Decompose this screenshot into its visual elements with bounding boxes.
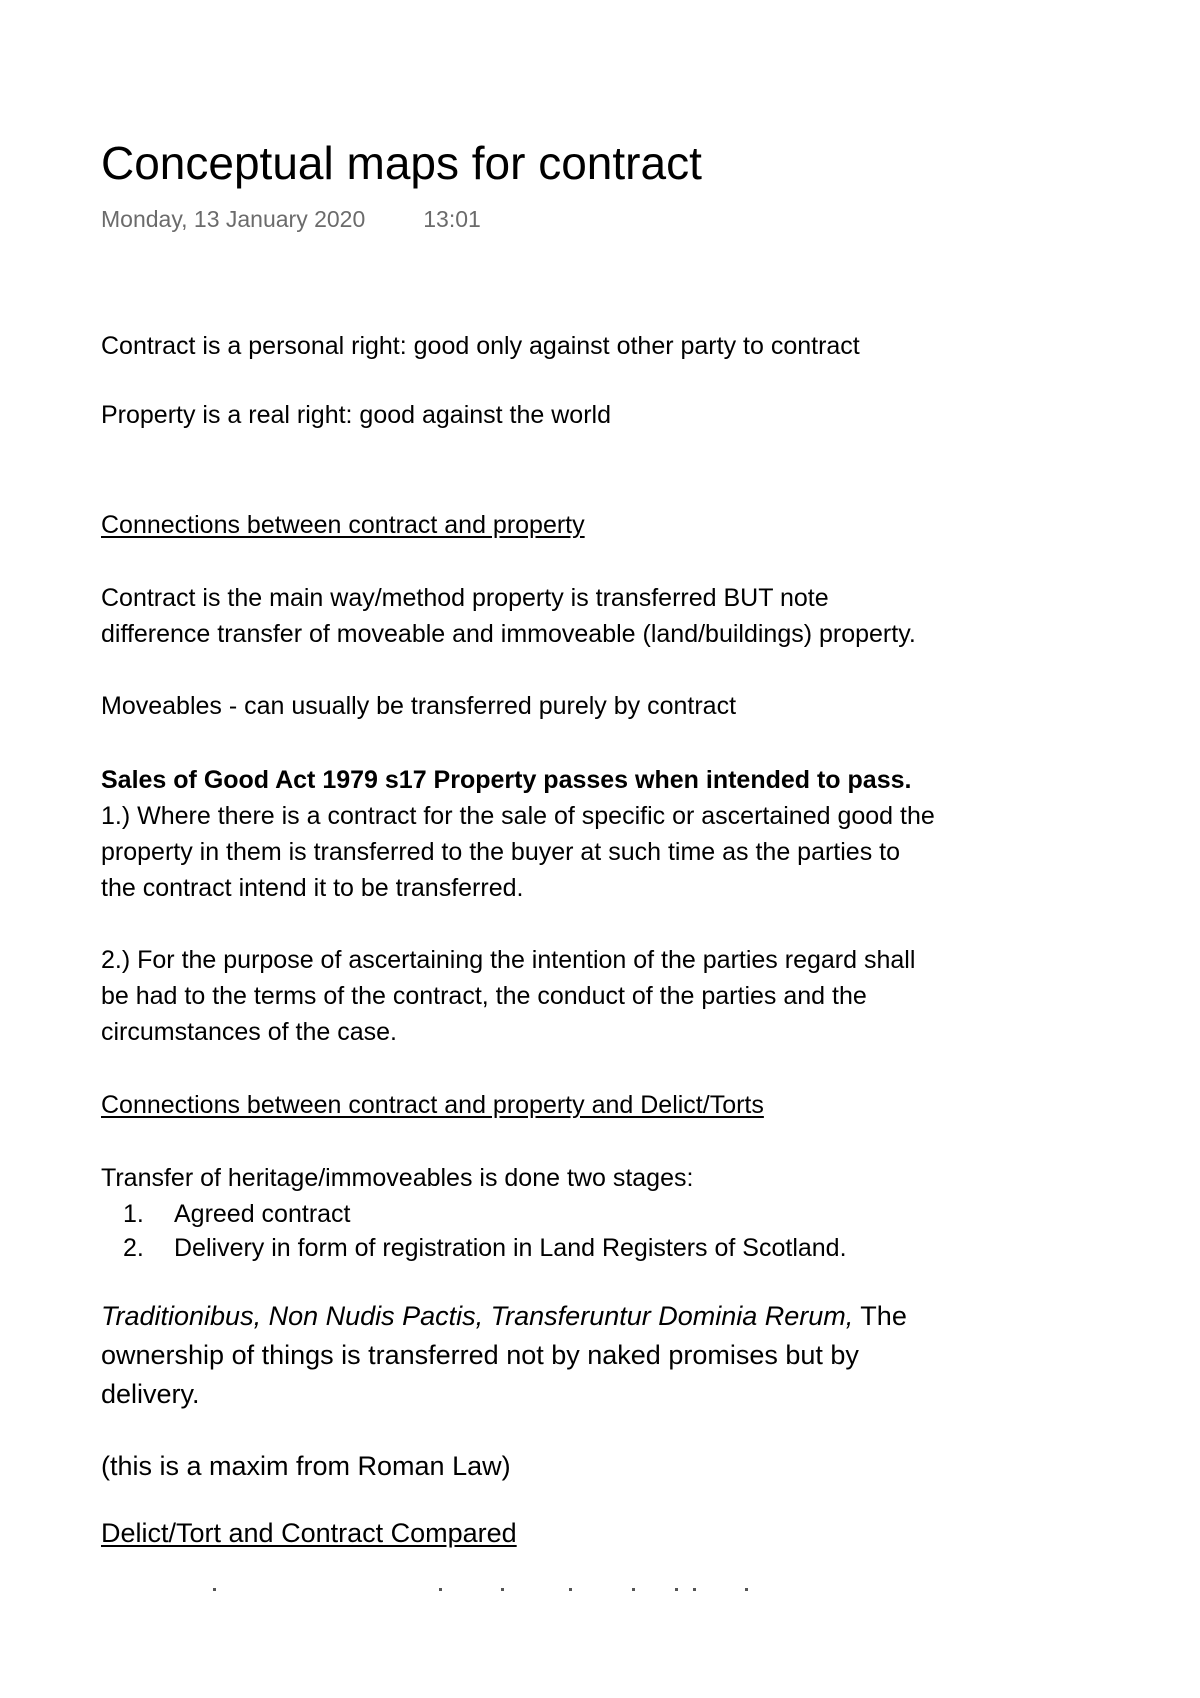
paragraph-moveables: Moveables - can usually be transferred purely by contract xyxy=(101,692,737,720)
heading-contract-property-delict: Connections between contract and property and Delict/Torts xyxy=(101,1091,764,1119)
maxim-line-1 xyxy=(101,1297,907,1336)
page-meta xyxy=(101,206,481,233)
act-heading: Sales of Good Act 1979 s17 Property passes when intended to pass. xyxy=(101,766,912,794)
act-subsection-1-line-2: property in them is transferred to the buyer at such time as the parties to xyxy=(101,838,900,866)
stages-list xyxy=(101,1197,847,1265)
act-subsection-2-line-2: be had to the terms of the contract, the conduct of the parties and the xyxy=(101,982,867,1010)
list-item xyxy=(101,1231,847,1265)
heading-contract-property: Connections between contract and property xyxy=(101,511,585,539)
maxim-line-3: delivery. xyxy=(101,1379,200,1409)
cut-off-text-fragment xyxy=(101,1588,751,1592)
act-subsection-2-line-3: circumstances of the case. xyxy=(101,1018,397,1046)
list-item-number: 2. xyxy=(123,1234,144,1262)
paragraph-real-right: Property is a real right: good against the world xyxy=(101,401,611,429)
act-subsection-1-line-3: the contract intend it to be transferred. xyxy=(101,874,524,902)
maxim-latin: Traditionibus, Non Nudis Pactis, Transferuntur Dominia Rerum, xyxy=(101,1301,854,1331)
paragraph-transfer-line-2: difference transfer of moveable and immoveable (land/buildings) property. xyxy=(101,620,916,648)
list-item-text: Agreed contract xyxy=(174,1200,351,1228)
paragraph-personal-right: Contract is a personal right: good only against other party to contract xyxy=(101,332,860,360)
list-item-number: 1. xyxy=(123,1200,144,1228)
page-date: Monday, 13 January 2020 xyxy=(101,206,366,232)
list-item xyxy=(101,1197,847,1231)
maxim-line-2: ownership of things is transferred not by naked promises but by xyxy=(101,1340,859,1370)
act-subsection-1-line-1: 1.) Where there is a contract for the sale of specific or ascertained good the xyxy=(101,802,935,830)
act-subsection-2-line-1: 2.) For the purpose of ascertaining the intention of the parties regard shall xyxy=(101,946,916,974)
paragraph-roman-law: (this is a maxim from Roman Law) xyxy=(101,1451,511,1481)
list-item-text: Delivery in form of registration in Land Registers of Scotland. xyxy=(174,1234,847,1262)
paragraph-heritage-transfer: Transfer of heritage/immoveables is done two stages: xyxy=(101,1164,694,1192)
heading-delict-compared: Delict/Tort and Contract Compared xyxy=(101,1518,517,1548)
page-title: Conceptual maps for contract xyxy=(101,137,702,189)
paragraph-transfer-line-1: Contract is the main way/method property is transferred BUT note xyxy=(101,584,829,612)
maxim-line-1-rest: The xyxy=(853,1301,907,1331)
page-time: 13:01 xyxy=(423,206,481,232)
